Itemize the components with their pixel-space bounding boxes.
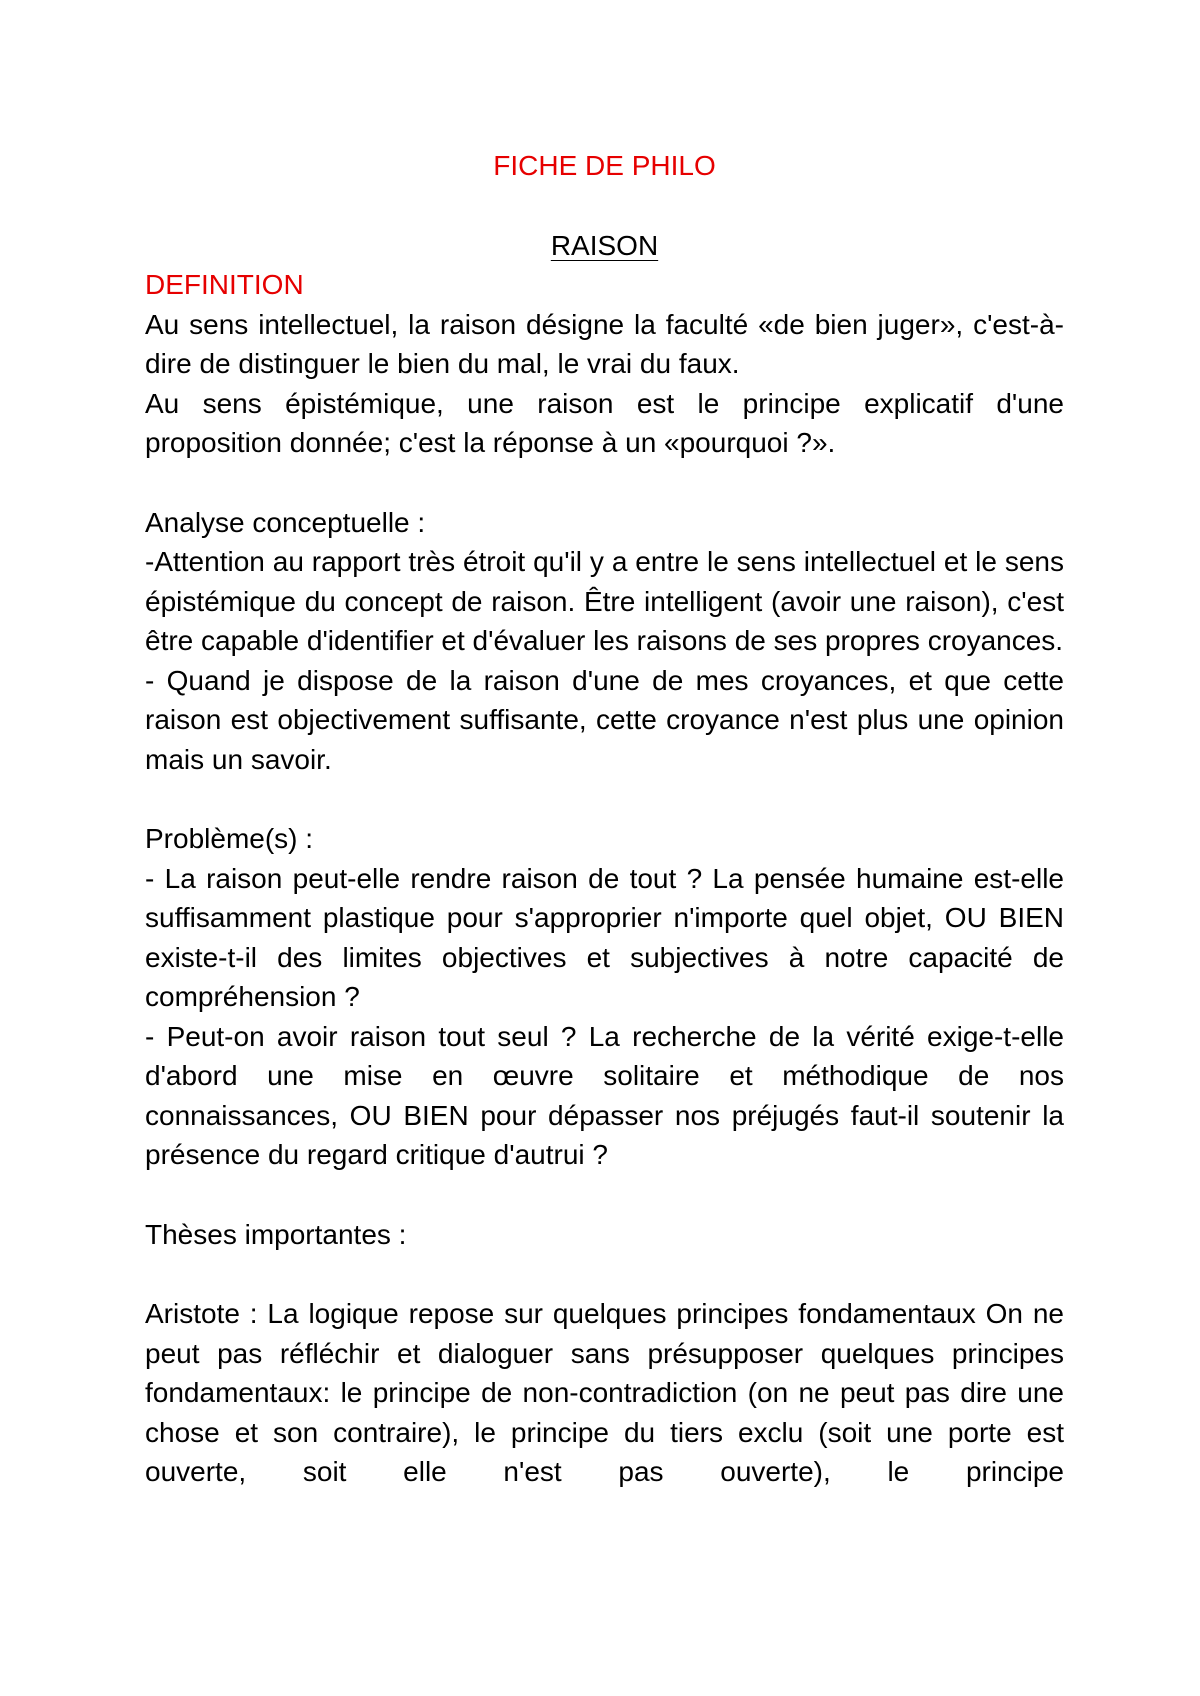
problems-paragraph: - Peut-on avoir raison tout seul ? La recherche de la vérité exige-t-elle d'abord une mise en œuvre solitaire et méthodique de nos connaissances, OU BIEN pour dépasser nos préjugés faut-il soutenir la présence du regard critique d'autrui ? [145,1020,1064,1170]
analysis-paragraph: -Attention au rapport très étroit qu'il y a entre le sens intellectuel et le sens épistémique du concept de raison. Être intelligent (avoir une raison), c'est être capable d'identifier et d'évaluer les raisons de ses propres croyances. [145,546,1064,656]
theses-paragraph: Aristote : La logique repose sur quelques principes fondamentaux On ne peut pas réfléchir et dialoguer sans présupposer quelques principes fondamentaux: le principe de non-contradiction (on ne peut pas dire une chose et son contraire), le principe du tiers exclu (soit une porte est ouverte, soit elle n'est pas ouverte), le principe [145,1298,1064,1487]
subject-label: RAISON [550,230,659,261]
definition-paragraph: Au sens intellectuel, la raison désigne la faculté «de bien juger», c'est-à-dire de distinguer le bien du mal, le vrai du faux. [145,308,1064,379]
document-subject [145,226,1064,266]
definition-heading: DEFINITION [145,269,304,300]
problems-heading: Problème(s) : [145,823,314,854]
analysis-heading: Analyse conceptuelle : [145,506,426,538]
theses-heading: Thèses importantes : [145,1218,407,1250]
document-body [145,265,1064,1492]
analysis-paragraph: - Quand je dispose de la raison d'une de mes croyances, et que cette raison est objectivement suffisante, cette croyance n'est plus une opinion mais un savoir. [145,664,1064,775]
document-title: FICHE DE PHILO [493,150,716,181]
definition-paragraph: Au sens épistémique, une raison est le principe explicatif d'une proposition donnée; c'est la réponse à un «pourquoi ?». [145,387,1064,458]
problems-paragraph: - La raison peut-elle rendre raison de tout ? La pensée humaine est-elle suffisamment plastique pour s'approprier n'importe quel objet, OU BIEN existe-t-il des limites objectives et subjectives à notre capacité de compréhension ? [145,862,1064,1012]
